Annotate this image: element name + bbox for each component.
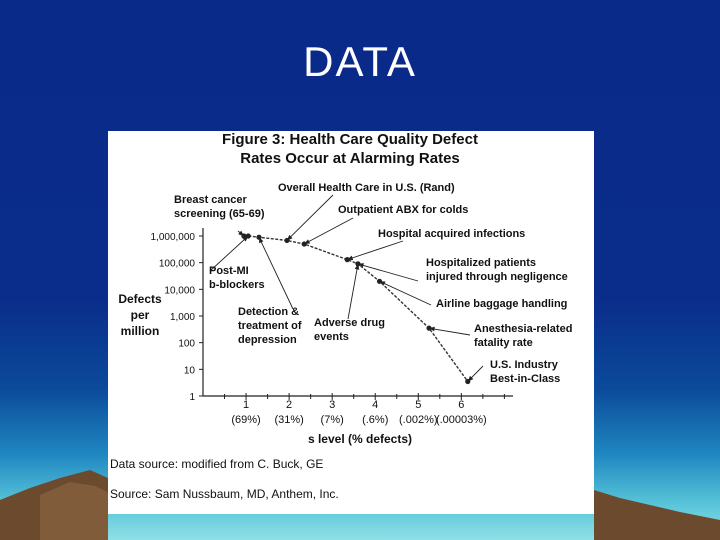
annotation-arrow bbox=[358, 264, 418, 281]
annotation-arrow bbox=[304, 218, 353, 244]
annotation-label: Hospital acquired infections bbox=[378, 228, 526, 240]
x-tick-sublabel: (7%) bbox=[320, 414, 344, 426]
chart-title-line-1: Figure 3: Health Care Quality Defect bbox=[222, 131, 478, 148]
y-tick-label: 100,000 bbox=[158, 258, 195, 270]
x-axis-label: s level (% defects) bbox=[307, 432, 413, 446]
annotation-label: injured through negligence bbox=[426, 271, 568, 283]
annotation-label: Best-in-Class bbox=[490, 373, 561, 385]
y-tick-label: 1 bbox=[189, 392, 195, 403]
y-axis-label bbox=[118, 292, 162, 338]
annotation-label: Post-MI bbox=[209, 265, 249, 277]
data-point bbox=[345, 257, 350, 262]
annotations bbox=[174, 182, 572, 385]
annotation-label: Hospitalized patients bbox=[426, 257, 537, 269]
data-point bbox=[426, 326, 431, 331]
data-point bbox=[246, 233, 251, 238]
x-tick-sublabel: (31%) bbox=[274, 414, 304, 426]
y-tick-label: 100 bbox=[178, 338, 195, 350]
annotation-label: Adverse drug bbox=[314, 317, 385, 329]
annotation-arrow bbox=[348, 264, 358, 319]
y-axis-label-line: Defects bbox=[118, 292, 162, 306]
data-point bbox=[355, 261, 360, 266]
x-tick-sublabel: (69%) bbox=[231, 414, 261, 426]
annotation-label: fatality rate bbox=[474, 337, 533, 349]
annotation-label: Detection & bbox=[238, 306, 300, 318]
slide-title: DATA bbox=[303, 38, 417, 85]
x-tick-label: 6 bbox=[458, 399, 465, 411]
source-note: Source: Sam Nussbaum, MD, Anthem, Inc. bbox=[110, 487, 339, 501]
chart-title-line-2: Rates Occur at Alarming Rates bbox=[240, 150, 460, 167]
x-tick-label: 1 bbox=[242, 399, 250, 411]
data-point bbox=[302, 241, 307, 246]
x-tick-label: 2 bbox=[286, 399, 293, 411]
annotation-label: Airline baggage handling bbox=[436, 298, 568, 310]
annotation-arrow bbox=[287, 195, 333, 240]
annotation-label: b-blockers bbox=[209, 279, 265, 291]
data-source-note: Data source: modified from C. Buck, GE bbox=[110, 457, 324, 471]
annotation-label: Overall Health Care in U.S. (Rand) bbox=[278, 182, 455, 194]
figure-panel bbox=[108, 131, 594, 514]
y-tick-label: 1,000,000 bbox=[150, 232, 195, 243]
data-point bbox=[284, 238, 289, 243]
annotation-label: U.S. Industry bbox=[490, 359, 558, 371]
data-point bbox=[256, 235, 261, 240]
y-axis-label-line: million bbox=[120, 324, 160, 338]
annotation-label: depression bbox=[238, 334, 297, 346]
data-point bbox=[377, 279, 382, 284]
y-tick-label: 10,000 bbox=[164, 285, 195, 297]
y-tick-label: 1,000 bbox=[169, 312, 195, 323]
annotation-label: screening (65-69) bbox=[174, 208, 265, 220]
annotation-arrow bbox=[380, 281, 431, 305]
data-point bbox=[465, 379, 470, 384]
annotation-label: events bbox=[314, 331, 349, 343]
annotation-label: Outpatient ABX for colds bbox=[338, 204, 469, 216]
annotation-label: Breast cancer bbox=[174, 194, 247, 206]
annotation-label: Anesthesia-related bbox=[474, 323, 573, 335]
y-axis-label-line: per bbox=[130, 308, 150, 322]
annotation-arrow bbox=[429, 328, 470, 335]
x-tick-label: 4 bbox=[372, 399, 379, 411]
x-tick-label: 3 bbox=[329, 399, 336, 411]
x-tick-label: 5 bbox=[415, 399, 422, 411]
annotation-arrow bbox=[259, 237, 293, 309]
annotation-arrow bbox=[347, 241, 403, 260]
x-tick-sublabel: (.00003%) bbox=[435, 414, 487, 426]
x-tick-sublabel: (.6%) bbox=[362, 414, 389, 426]
x-tick-sublabel: (.002%) bbox=[399, 414, 438, 426]
y-tick-label: 10 bbox=[183, 365, 195, 377]
annotation-label: treatment of bbox=[238, 320, 302, 332]
